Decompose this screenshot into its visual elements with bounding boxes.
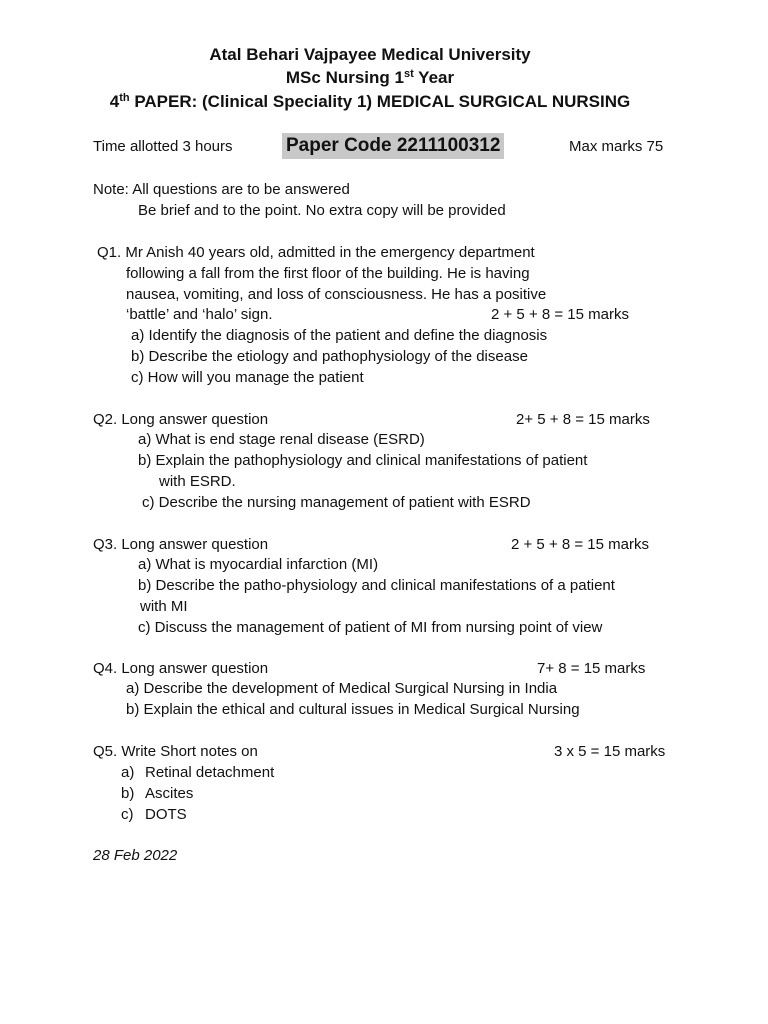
q3-part-a: a) What is myocardial infarction (MI): [138, 556, 379, 573]
q4-marks: 7+ 8 = 15 marks: [537, 660, 646, 677]
q3-part-b-line-1: b) Describe the patho-physiology and clinical manifestations of a patient: [138, 577, 615, 594]
q1-line-2: following a fall from the first floor of the building. He is having: [126, 265, 530, 282]
q4-part-a: a) Describe the development of Medical Surgical Nursing in India: [126, 680, 558, 697]
course-title: [0, 67, 740, 89]
q2-part-c: c) Describe the nursing management of patient with ESRD: [142, 494, 531, 511]
note-line-2: Be brief and to the point. No extra copy will be provided: [138, 202, 506, 219]
q1-line-3: nausea, vomiting, and loss of consciousness. He has a positive: [126, 286, 547, 303]
q5-title: Q5. Write Short notes on: [93, 743, 258, 760]
paper-title: [0, 91, 740, 113]
q2-marks: 2+ 5 + 8 = 15 marks: [516, 411, 650, 428]
course-tail: Year: [413, 68, 455, 87]
q1-line-1: Q1. Mr Anish 40 years old, admitted in the emergency department: [97, 244, 535, 261]
paper-number: 4: [109, 92, 120, 111]
q5-label-c: c): [121, 806, 134, 823]
course-sup: st: [403, 68, 414, 80]
q3-part-c: c) Discuss the management of patient of MI from nursing point of view: [138, 619, 603, 636]
q5-item-b: Ascites: [145, 785, 194, 802]
q3-marks: 2 + 5 + 8 = 15 marks: [511, 536, 649, 553]
note-line-1: Note: All questions are to be answered: [93, 181, 350, 198]
q5-item-c: DOTS: [145, 806, 187, 823]
q1-line-4: ‘battle’ and ‘halo’ sign.: [126, 306, 273, 323]
q2-part-b-line-2: with ESRD.: [159, 473, 236, 490]
q4-part-b: b) Explain the ethical and cultural issues in Medical Surgical Nursing: [126, 701, 580, 718]
q2-title: Q2. Long answer question: [93, 411, 269, 428]
paper-code: Paper Code 2211100312: [282, 133, 504, 159]
course-main: MSc Nursing 1: [285, 68, 404, 87]
max-marks: Max marks 75: [569, 138, 664, 155]
paper-sup: th: [119, 92, 130, 104]
q1-part-b: b) Describe the etiology and pathophysiology of the disease: [131, 348, 528, 365]
q5-label-a: a): [121, 764, 135, 781]
q3-title: Q3. Long answer question: [93, 536, 269, 553]
paper-title-text: PAPER: (Clinical Speciality 1) MEDICAL SURGICAL NURSING: [129, 92, 631, 111]
q1-marks: 2 + 5 + 8 = 15 marks: [491, 306, 629, 323]
q3-part-b-line-2: with MI: [140, 598, 188, 615]
exam-date: 28 Feb 2022: [93, 847, 178, 864]
q4-title: Q4. Long answer question: [93, 660, 269, 677]
time-allotted: Time allotted 3 hours: [93, 138, 233, 155]
q1-part-c: c) How will you manage the patient: [131, 369, 364, 386]
q5-item-a: Retinal detachment: [145, 764, 275, 781]
q2-part-b-line-1: b) Explain the pathophysiology and clinical manifestations of patient: [138, 452, 588, 469]
q2-part-a: a) What is end stage renal disease (ESRD): [138, 431, 425, 448]
q1-part-a: a) Identify the diagnosis of the patient and define the diagnosis: [131, 327, 548, 344]
q5-marks: 3 x 5 = 15 marks: [554, 743, 666, 760]
university-title: Atal Behari Vajpayee Medical University: [209, 45, 531, 64]
q5-label-b: b): [121, 785, 135, 802]
